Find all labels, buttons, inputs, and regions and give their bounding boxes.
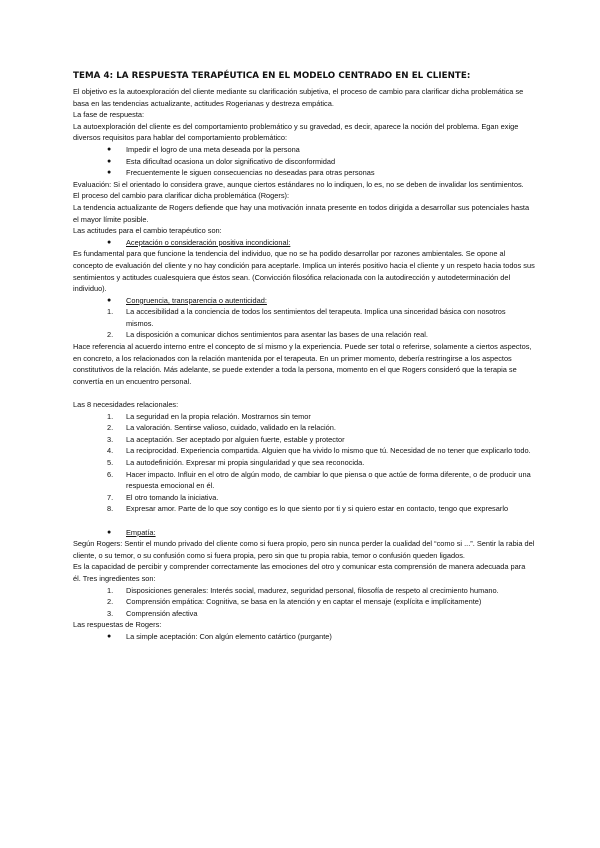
fase-paragraph: La autoexploración del cliente es del comportamiento problemático y su gravedad, es decir, aparece la noción del problema. Egan exige diversos requisitos para hablar del comportamiento problemático:	[73, 121, 519, 143]
aceptacion-heading: ● Aceptación o consideración positiva incondicional:	[107, 237, 291, 247]
proceso-paragraph: La tendencia actualizante de Rogers defiende que hay una motivación innata presente en todos dirigida a desarrollar sus potenciales hasta el mayor límite posible.	[73, 202, 530, 224]
necesidades-heading: Las 8 necesidades relacionales:	[73, 400, 179, 410]
list-item: 1. La seguridad en la propia relación. Mostrarnos sin temor	[107, 411, 311, 421]
bullet-icon: ●	[107, 632, 112, 640]
list-item: ● La simple aceptación: Con algún elemento catártico (purgante)	[107, 631, 332, 641]
respuestas-heading: Las respuestas de Rogers:	[73, 620, 162, 630]
intro-paragraph: El objetivo es la autoexploración del cliente mediante su clarificación subjetiva, el proceso de cambio para clarificar dicha problemática se basa en las tendencias actualizante, actitudes Rogerianas y destreza empática.	[73, 87, 524, 108]
fase-heading: La fase de respuesta:	[73, 110, 145, 120]
empatia-paragraph: Es la capacidad de percibir y comprender correctamente las emociones del otro y comunicar esta comprensión de manera adecuada para él. Tres ingredientes son:	[73, 562, 526, 583]
bullet-icon: ●	[107, 169, 112, 177]
list-item: ● Impedir el logro de una meta deseada por la persona	[107, 144, 300, 154]
list-item: 2. La disposición a comunicar dichos sentimientos para asentar las bases de una relación real.	[107, 330, 428, 340]
list-item: 3. La aceptación. Ser aceptado por alguien fuerte, estable y protector	[107, 434, 345, 444]
necesidades-list	[73, 411, 535, 515]
list-item: 2. Comprensión empática: Cognitiva, se basa en la atención y en captar el mensaje (explícita e implícitamente)	[107, 597, 482, 607]
list-item: 5. La autodefinición. Expresar mi propia singularidad y que sea reconocida.	[107, 458, 365, 467]
list-item: 7. El otro tomando la iniciativa.	[107, 492, 219, 502]
evaluacion-paragraph: Evaluación: Si el orientado lo considera grave, aunque ciertos estándares no lo indiquen, lo es, no se deben de invalidar los sentimientos.	[73, 179, 524, 189]
list-item: 6. Hacer impacto. Influir en el otro de algún modo, de cambiar lo que piensa o que actúe de forma diferente, o de producir una respuesta emocional en él.	[107, 469, 531, 491]
bullet-icon: ●	[107, 145, 112, 153]
empatia-heading: ● Empatía:	[107, 527, 156, 537]
list-item: 4. La reciprocidad. Experiencia compartida. Alguien que ha vivido lo mismo que tú. Necesidad de no tener que explicarlo todo.	[107, 446, 531, 456]
bullet-icon: ●	[107, 528, 112, 536]
list-item: 3. Comprensión afectiva	[107, 608, 198, 618]
list-item: 8. Expresar amor. Parte de lo que soy contigo es lo que siento por ti y si quiero estar en contacto, tengo que expresarlo	[107, 504, 509, 514]
list-item: 1. Disposiciones generales: Interés social, madurez, seguridad personal, filosofía de respeto al crecimiento humano.	[107, 585, 499, 595]
list-item: ● Frecuentemente le siguen consecuencias no deseadas para otras personas	[107, 168, 375, 178]
ingredientes-list	[73, 585, 535, 620]
list-item: 1. La accesibilidad a la conciencia de todos los sentimientos del terapeuta. Implica una sinceridad básica con nosotros mismos.	[107, 307, 506, 328]
document-body	[73, 86, 535, 643]
congruencia-paragraph: Hace referencia al acuerdo interno entre el concepto de sí mismo y la experiencia. Puede ser total o referirse, solamente a ciertos aspectos, en concreto, a los relacionados con la relación mantenida por el terapeuta. En un primer momento, debería restringirse a los aspectos constitutivos de la relación. Más adelante, se puede extender a toda la persona, momento en el que Rogers consideró que la terapia se convertía en un encuentro personal.	[73, 342, 532, 386]
list-item: 2. La valoración. Sentirse valioso, cuidado, validado en la relación.	[107, 423, 336, 433]
empatia-rogers-paragraph: Según Rogers: Sentir el mundo privado del cliente como si fuera propio, pero sin nunca perder la cualidad del “como si ...”. Sentir la rabia del cliente, o su temor, o su confusión como si fuera propia, pero sin que tu propia rabia, temor o confusión queden ligados.	[73, 539, 535, 560]
list-item: ● Esta dificultad ocasiona un dolor significativo de disconformidad	[107, 156, 336, 166]
bullet-icon: ●	[107, 238, 112, 246]
bullet-icon: ●	[107, 157, 112, 165]
congruencia-heading: ● Congruencia, transparencia o autenticidad:	[107, 295, 267, 305]
aceptacion-paragraph: Es fundamental para que funcione la tendencia del individuo, que no se ha podido desarrollar por razones ambientales. Se opone al concepto de evaluación del cliente y no hay condición para aceptarle. Implica un interés positivo hacia el cliente y un respeto hacia todos sus sentimientos y actitudes cualesquiera que éstos sean. (Convicción filosófica relacionada con la autodirección y autodeterminación del individuo).	[73, 249, 535, 294]
congruencia-list	[73, 306, 535, 341]
requisitos-list	[73, 144, 535, 179]
page-title: TEMA 4: LA RESPUESTA TERAPÉUTICA EN EL MODELO CENTRADO EN EL CLIENTE:	[73, 71, 471, 81]
bullet-icon: ●	[107, 296, 112, 304]
actitudes-heading: Las actitudes para el cambio terapéutico son:	[73, 226, 222, 236]
proceso-heading: El proceso del cambio para clarificar dicha problemática (Rogers):	[73, 191, 290, 201]
